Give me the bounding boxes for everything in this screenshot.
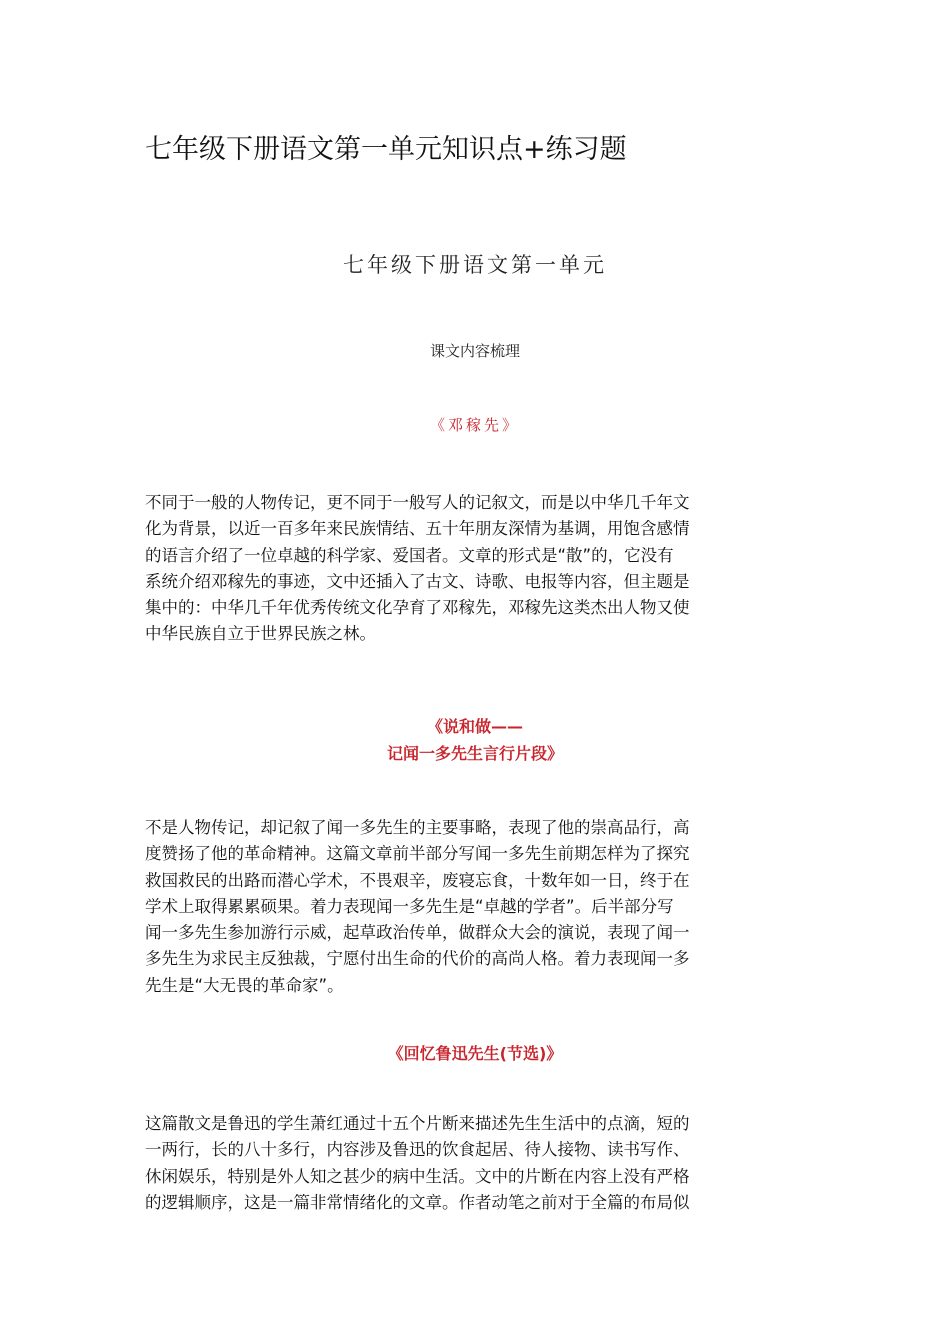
paragraph-line: 化为背景，以近一百多年来民族情结、五十年朋友深情为基调，用饱含感情 xyxy=(145,519,690,539)
paragraph-line: 不是人物传记，却记叙了闻一多先生的主要事略，表现了他的崇高品行，高 xyxy=(145,818,690,837)
lesson-title-shuo-he-zuo xyxy=(0,713,950,767)
lesson-title-deng-jiaxian xyxy=(0,412,950,439)
lesson-title-line: 《邓稼先》 xyxy=(429,416,520,434)
paragraph-line: 度赞扬了他的革命精神。这篇文章前半部分写闻一多先生前期怎样为了探究 xyxy=(145,844,690,864)
lesson-title-huiyi-luxun xyxy=(0,1040,950,1067)
paragraph-line: 多先生为求民主反独裁，宁愿付出生命的代价的高尚人格。着力表现闻一多 xyxy=(145,949,690,969)
paragraph-line: 学术上取得累累硕果。着力表现闻一多先生是“卓越的学者”。后半部分写 xyxy=(145,896,674,916)
paragraph-line: 的语言介绍了一位卓越的科学家、爱国者。文章的形式是“散”的，它没有 xyxy=(145,545,674,565)
paragraph-line: 系统介绍邓稼先的事迹，文中还插入了古文、诗歌、电报等内容，但主题是 xyxy=(145,571,690,591)
unit-subtitle: 七年级下册语文第一单元 xyxy=(343,253,607,277)
paragraph-line: 休闲娱乐，特别是外人知之甚少的病中生活。文中的片断在内容上没有严格 xyxy=(145,1166,690,1186)
lesson-paragraph-deng-jiaxian xyxy=(145,490,805,648)
lesson-title-line: 记闻一多先生言行片段》 xyxy=(386,744,563,763)
lesson-paragraph-huiyi-luxun xyxy=(145,1111,805,1216)
lesson-title-line: 《回忆鲁迅先生(节选)》 xyxy=(387,1044,563,1063)
paragraph-line: 先生是“大无畏的革命家”。 xyxy=(145,975,344,995)
paragraph-line: 中华民族自立于世界民族之林。 xyxy=(145,624,376,644)
paragraph-line: 这篇散文是鲁迅的学生萧红通过十五个片断来描述先生生活中的点滴，短的 xyxy=(145,1114,690,1133)
paragraph-line: 的逻辑顺序，这是一篇非常情绪化的文章。作者动笔之前对于全篇的布局似 xyxy=(145,1192,690,1212)
paragraph-line: 集中的：中华几千年优秀传统文化孕育了邓稼先，邓稼先这类杰出人物又使 xyxy=(145,598,690,618)
paragraph-line: 一两行，长的八十多行，内容涉及鲁迅的饮食起居、待人接物、读书写作、 xyxy=(145,1140,690,1160)
paragraph-line: 闻一多先生参加游行示威，起草政治传单，做群众大会的演说，表现了闻一 xyxy=(145,923,690,943)
lesson-paragraph-shuo-he-zuo xyxy=(145,815,805,999)
paragraph-line: 不同于一般的人物传记，更不同于一般写人的记叙文，而是以中华几千年文 xyxy=(145,493,690,512)
lesson-title-line: 《说和做—— xyxy=(426,717,523,736)
document-title: 七年级下册语文第一单元知识点+练习题 xyxy=(145,134,627,165)
section-label: 课文内容梳理 xyxy=(429,342,520,360)
paragraph-line: 救国救民的出路而潜心学术，不畏艰辛，废寝忘食，十数年如一日，终于在 xyxy=(145,870,690,890)
